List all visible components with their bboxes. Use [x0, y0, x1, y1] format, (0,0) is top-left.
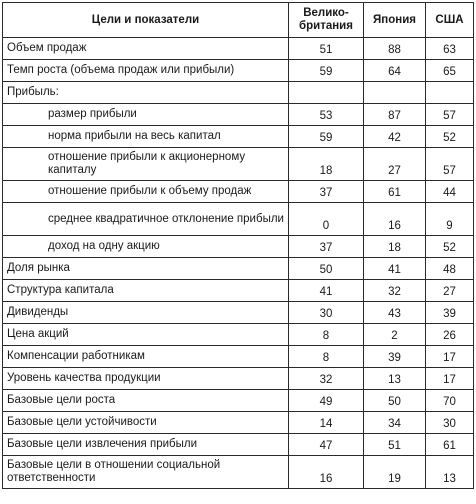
- cell-usa: 26: [426, 324, 474, 346]
- cell-uk: 16: [289, 456, 364, 489]
- cell-japan: 51: [364, 434, 426, 456]
- cell-uk: 59: [289, 126, 364, 148]
- row-label: Темп роста (объема продаж или прибыли): [3, 60, 289, 82]
- cell-usa: 30: [426, 412, 474, 434]
- row-label: Уровень качества продукции: [3, 368, 289, 390]
- cell-uk: 53: [289, 104, 364, 126]
- cell-usa: 39: [426, 302, 474, 324]
- goals-indicators-table: [2, 2, 474, 489]
- table-row: [3, 324, 474, 346]
- cell-japan: 32: [364, 280, 426, 302]
- cell-japan: 19: [364, 456, 426, 489]
- table-row: [3, 302, 474, 324]
- row-label: Объем продаж: [3, 38, 289, 60]
- cell-usa: 17: [426, 368, 474, 390]
- cell-usa: 65: [426, 60, 474, 82]
- cell-usa: [426, 82, 474, 104]
- table-row: [3, 60, 474, 82]
- row-label: Базовые цели устойчивости: [3, 412, 289, 434]
- cell-uk: 49: [289, 390, 364, 412]
- row-label: Компенсации работникам: [3, 346, 289, 368]
- row-label: доход на одну акцию: [3, 236, 289, 258]
- table-row: [3, 148, 474, 181]
- cell-uk: 50: [289, 258, 364, 280]
- row-label: отношение прибыли к акционерному капиталу: [3, 148, 289, 181]
- cell-usa: 9: [426, 203, 474, 236]
- header-usa: США: [426, 3, 474, 38]
- cell-usa: 13: [426, 456, 474, 489]
- cell-uk: 0: [289, 203, 364, 236]
- cell-japan: 50: [364, 390, 426, 412]
- cell-japan: 88: [364, 38, 426, 60]
- cell-uk: 30: [289, 302, 364, 324]
- cell-uk: 41: [289, 280, 364, 302]
- cell-usa: 52: [426, 236, 474, 258]
- table-row: [3, 390, 474, 412]
- cell-uk: 47: [289, 434, 364, 456]
- cell-japan: 41: [364, 258, 426, 280]
- cell-japan: [364, 82, 426, 104]
- row-label: Цена акций: [3, 324, 289, 346]
- row-label: Базовые цели в отношении социальной ответственности: [3, 456, 289, 489]
- header-goals: Цели и показатели: [3, 3, 289, 38]
- cell-usa: 27: [426, 280, 474, 302]
- cell-usa: 57: [426, 104, 474, 126]
- cell-uk: 8: [289, 324, 364, 346]
- table-row: [3, 434, 474, 456]
- cell-uk: 59: [289, 60, 364, 82]
- table-row: [3, 203, 474, 236]
- header-japan: Япония: [364, 3, 426, 38]
- row-label: Базовые цели извлечения прибыли: [3, 434, 289, 456]
- table-row: [3, 236, 474, 258]
- table-row: [3, 412, 474, 434]
- row-label: Дивиденды: [3, 302, 289, 324]
- cell-japan: 64: [364, 60, 426, 82]
- table-row: [3, 104, 474, 126]
- cell-usa: 61: [426, 434, 474, 456]
- cell-usa: 57: [426, 148, 474, 181]
- row-label: Базовые цели роста: [3, 390, 289, 412]
- row-label: норма прибыли на весь капитал: [3, 126, 289, 148]
- cell-usa: 17: [426, 346, 474, 368]
- table-row: [3, 368, 474, 390]
- cell-japan: 16: [364, 203, 426, 236]
- table-row: [3, 82, 474, 104]
- cell-japan: 18: [364, 236, 426, 258]
- cell-usa: 63: [426, 38, 474, 60]
- table-row: [3, 38, 474, 60]
- cell-uk: 32: [289, 368, 364, 390]
- cell-usa: 70: [426, 390, 474, 412]
- cell-japan: 39: [364, 346, 426, 368]
- cell-japan: 13: [364, 368, 426, 390]
- table-row: [3, 456, 474, 489]
- table-row: [3, 181, 474, 203]
- cell-usa: 52: [426, 126, 474, 148]
- table-row: [3, 126, 474, 148]
- cell-japan: 43: [364, 302, 426, 324]
- cell-uk: [289, 82, 364, 104]
- row-label: Доля рынка: [3, 258, 289, 280]
- cell-uk: 8: [289, 346, 364, 368]
- cell-usa: 44: [426, 181, 474, 203]
- row-label: Прибыль:: [3, 82, 289, 104]
- table-row: [3, 280, 474, 302]
- row-label: размер прибыли: [3, 104, 289, 126]
- cell-japan: 34: [364, 412, 426, 434]
- row-label: Структура капитала: [3, 280, 289, 302]
- cell-usa: 48: [426, 258, 474, 280]
- cell-uk: 37: [289, 236, 364, 258]
- cell-japan: 61: [364, 181, 426, 203]
- cell-uk: 37: [289, 181, 364, 203]
- cell-uk: 18: [289, 148, 364, 181]
- row-label: отношение прибыли к объему продаж: [3, 181, 289, 203]
- cell-uk: 51: [289, 38, 364, 60]
- cell-japan: 87: [364, 104, 426, 126]
- cell-uk: 14: [289, 412, 364, 434]
- header-uk: Велико-британия: [289, 3, 364, 38]
- table-row: [3, 346, 474, 368]
- cell-japan: 42: [364, 126, 426, 148]
- row-label: среднее квадратичное отклонение прибыли: [3, 203, 289, 236]
- cell-japan: 2: [364, 324, 426, 346]
- table-row: [3, 258, 474, 280]
- table-header-row: [3, 3, 474, 38]
- cell-japan: 27: [364, 148, 426, 181]
